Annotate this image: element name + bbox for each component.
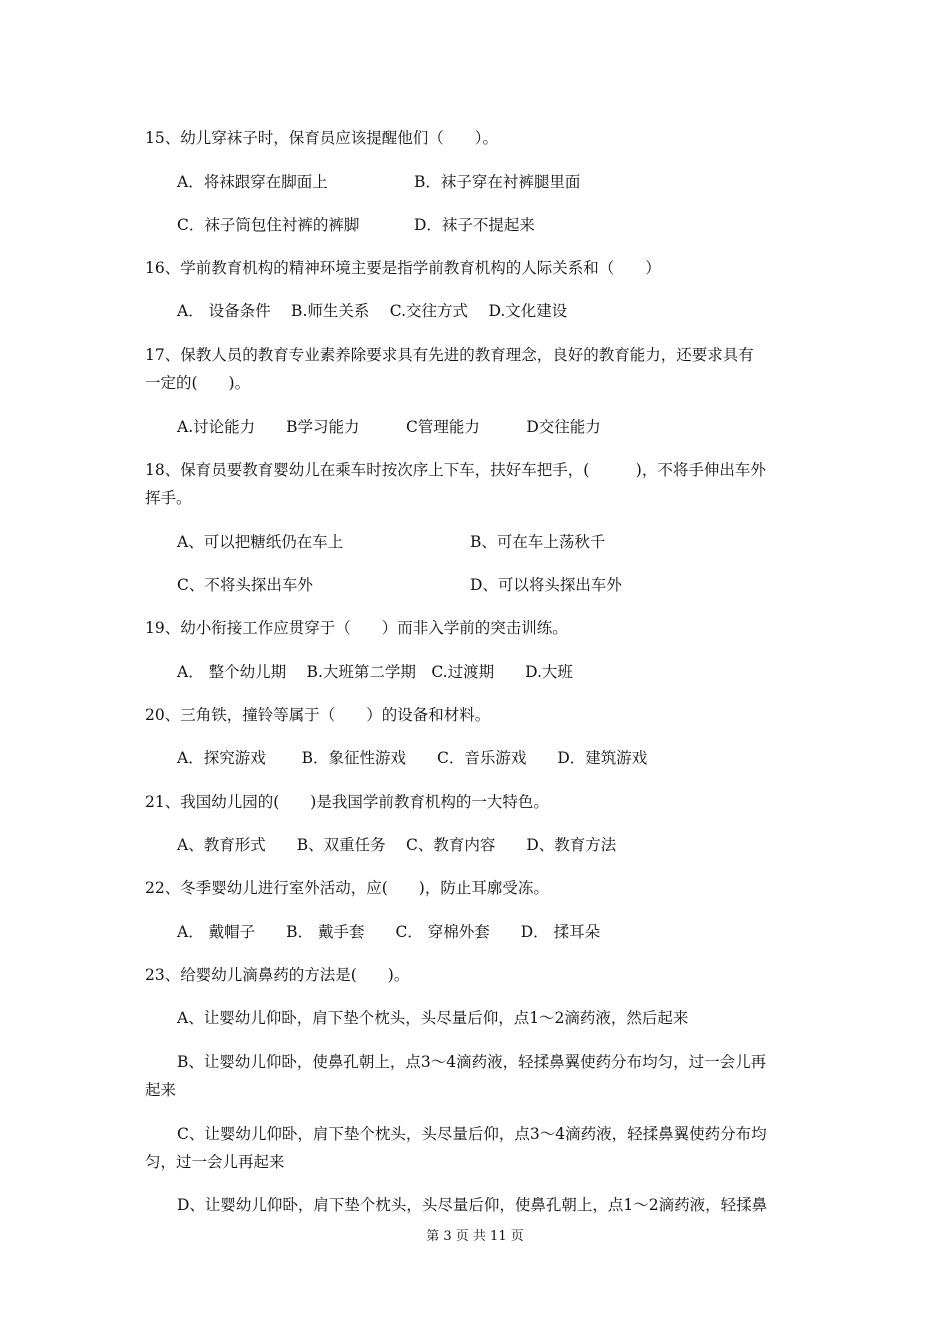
question-20-options: A．探究游戏 B．象征性游戏 C．音乐游戏 D．建筑游戏 <box>177 749 648 767</box>
question-22-stem: 22、冬季婴幼儿进行室外活动，应( )，防止耳廓受冻。 <box>145 879 549 897</box>
question-18-option-c: C、不将头探出车外 <box>177 576 313 594</box>
question-21-stem: 21、我国幼儿园的( )是我国学前教育机构的一大特色。 <box>145 793 549 811</box>
question-23-option-c-line1: C、让婴幼儿仰卧，肩下垫个枕头，头尽量后仰，点3～4滴药液，轻揉鼻翼使药分布均 <box>177 1125 767 1143</box>
question-15-option-b: B．袜子穿在衬裤腿里面 <box>414 173 581 191</box>
question-19-stem: 19、幼小衔接工作应贯穿于（ ）而非入学前的突击训练。 <box>145 619 568 637</box>
question-16-options: A． 设备条件 B.师生关系 C.交往方式 D.文化建设 <box>177 302 568 320</box>
question-18-option-b: B、可在车上荡秋千 <box>470 533 606 551</box>
question-15-option-a: A．将袜跟穿在脚面上 <box>177 173 328 191</box>
question-23-option-b-line1: B、让婴幼儿仰卧，使鼻孔朝上，点3～4滴药液，轻揉鼻翼使药分布均匀，过一会儿再 <box>177 1053 767 1071</box>
question-23-stem: 23、给婴幼儿滴鼻药的方法是( )。 <box>145 966 410 984</box>
question-23-option-b-line2: 起来 <box>145 1081 177 1099</box>
question-23-option-a: A、让婴幼儿仰卧，肩下垫个枕头，头尽量后仰，点1～2滴药液，然后起来 <box>177 1009 689 1027</box>
question-23-option-c-line2: 匀，过一会儿再起来 <box>145 1153 285 1171</box>
question-18-stem-line2: 挥手。 <box>145 489 192 507</box>
page-number-footer: 第 3 页 共 11 页 <box>426 1229 524 1244</box>
question-17-stem-line2: 一定的( )。 <box>145 374 251 392</box>
question-15-stem: 15、幼儿穿袜子时，保育员应该提醒他们（ ）。 <box>145 129 498 147</box>
question-17-options: A.讨论能力 B学习能力 C管理能力 D交往能力 <box>177 418 601 436</box>
question-18-option-a: A、可以把糖纸仍在车上 <box>177 533 344 551</box>
question-21-options: A、教育形式 B、双重任务 C、教育内容 D、教育方法 <box>177 836 617 854</box>
question-23-option-d-line1: D、让婴幼儿仰卧，肩下垫个枕头，头尽量后仰，使鼻孔朝上，点1～2滴药液，轻揉鼻 <box>177 1196 768 1214</box>
question-18-stem-line1: 18、保育员要教育婴幼儿在乘车时按次序上下车，扶好车把手，( )，不将手伸出车外 <box>145 461 766 479</box>
question-15-option-d: D．袜子不提起来 <box>414 216 535 234</box>
question-16-stem: 16、学前教育机构的精神环境主要是指学前教育机构的人际关系和（ ） <box>145 259 661 277</box>
question-15-option-c: C．袜子筒包住衬裤的裤脚 <box>177 216 360 234</box>
question-19-options: A． 整个幼儿期 B.大班第二学期 C.过渡期 D.大班 <box>177 663 573 681</box>
question-17-stem-line1: 17、保教人员的教育专业素养除要求具有先进的教育理念，良好的教育能力，还要求具有 <box>145 346 754 364</box>
question-18-option-d: D、可以将头探出车外 <box>470 576 622 594</box>
question-22-options: A． 戴帽子 B． 戴手套 C． 穿棉外套 D． 揉耳朵 <box>177 923 601 941</box>
question-20-stem: 20、三角铁，撞铃等属于（ ）的设备和材料。 <box>145 706 491 724</box>
